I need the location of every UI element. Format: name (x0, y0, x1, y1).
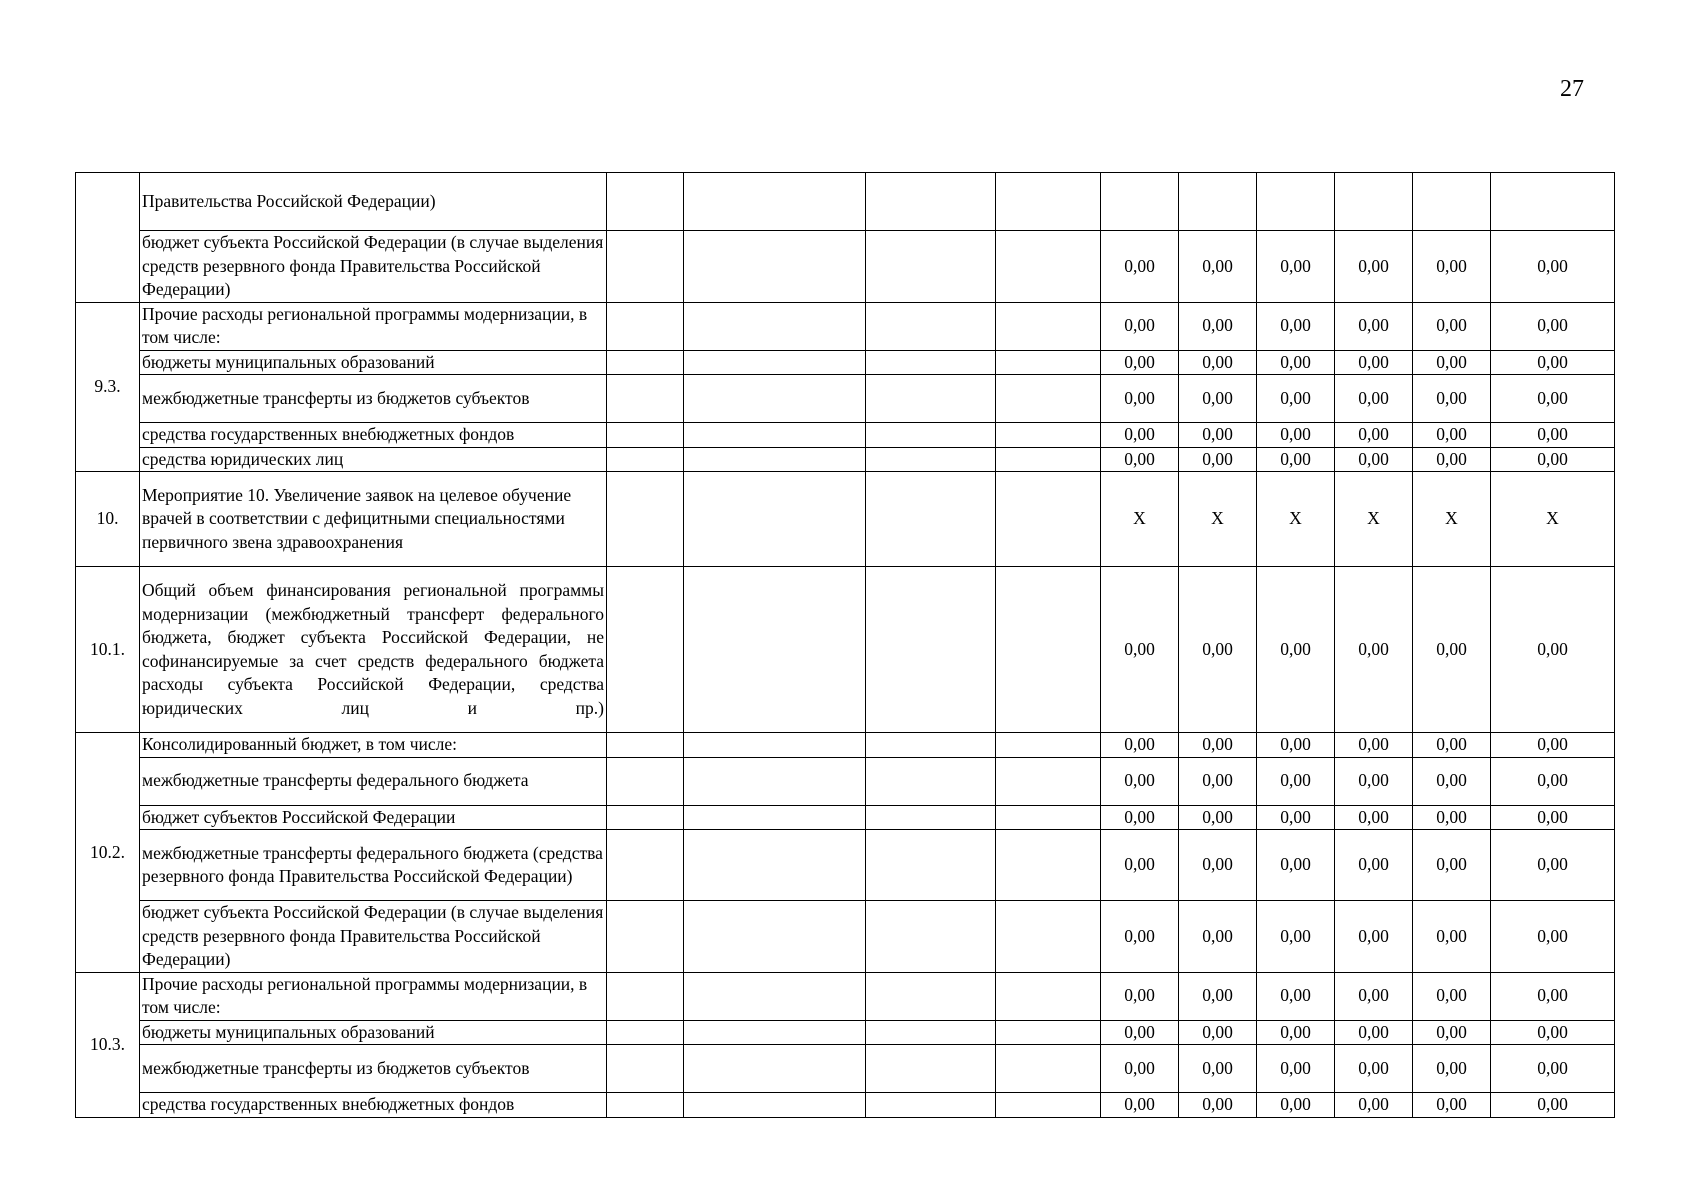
value-cell: 0,00 (1413, 350, 1491, 375)
table-row (76, 567, 1615, 733)
value-cell: 0,00 (1491, 423, 1615, 448)
empty-cell (607, 1045, 684, 1093)
empty-cell (684, 805, 866, 830)
value-cell: 0,00 (1257, 1045, 1335, 1093)
value-cell: 0,00 (1179, 1045, 1257, 1093)
value-cell: X (1413, 472, 1491, 567)
value-cell: 0,00 (1101, 375, 1179, 423)
value-cell: 0,00 (1179, 375, 1257, 423)
empty-cell (996, 350, 1101, 375)
value-cell: X (1179, 472, 1257, 567)
value-cell: 0,00 (1413, 447, 1491, 472)
value-cell: 0,00 (1179, 1093, 1257, 1118)
empty-cell (607, 733, 684, 758)
empty-cell (684, 231, 866, 303)
value-cell: 0,00 (1257, 733, 1335, 758)
value-cell (1179, 173, 1257, 231)
empty-cell (866, 1045, 996, 1093)
row-number-cell: 10.3. (76, 972, 140, 1117)
table-row (76, 1020, 1615, 1045)
empty-cell (866, 1093, 996, 1118)
value-cell: 0,00 (1101, 757, 1179, 805)
empty-cell (996, 1020, 1101, 1045)
value-cell: 0,00 (1413, 231, 1491, 303)
value-cell: 0,00 (1179, 733, 1257, 758)
value-cell: 0,00 (1179, 423, 1257, 448)
value-cell: 0,00 (1179, 231, 1257, 303)
value-cell: 0,00 (1101, 1020, 1179, 1045)
value-cell: 0,00 (1335, 830, 1413, 901)
value-cell: 0,00 (1413, 375, 1491, 423)
value-cell: 0,00 (1101, 350, 1179, 375)
value-cell: 0,00 (1413, 901, 1491, 973)
empty-cell (866, 830, 996, 901)
value-cell: 0,00 (1335, 447, 1413, 472)
value-cell: 0,00 (1335, 733, 1413, 758)
row-description-cell: Прочие расходы региональной программы модернизации, в том числе: (140, 302, 607, 350)
value-cell: 0,00 (1413, 1093, 1491, 1118)
value-cell: 0,00 (1257, 302, 1335, 350)
empty-cell (996, 757, 1101, 805)
value-cell: 0,00 (1413, 423, 1491, 448)
value-cell: 0,00 (1257, 1093, 1335, 1118)
table-row (76, 805, 1615, 830)
empty-cell (866, 1020, 996, 1045)
value-cell: 0,00 (1257, 830, 1335, 901)
empty-cell (607, 231, 684, 303)
value-cell: 0,00 (1101, 733, 1179, 758)
empty-cell (996, 447, 1101, 472)
empty-cell (684, 173, 866, 231)
table-row (76, 901, 1615, 973)
empty-cell (996, 173, 1101, 231)
value-cell: 0,00 (1335, 1020, 1413, 1045)
value-cell: 0,00 (1257, 757, 1335, 805)
value-cell: 0,00 (1413, 972, 1491, 1020)
empty-cell (684, 757, 866, 805)
value-cell: 0,00 (1491, 302, 1615, 350)
row-description-cell: межбюджетные трансферты из бюджетов субъектов (140, 375, 607, 423)
value-cell: 0,00 (1101, 1045, 1179, 1093)
value-cell: 0,00 (1101, 901, 1179, 973)
value-cell: 0,00 (1179, 901, 1257, 973)
table-row (76, 733, 1615, 758)
empty-cell (684, 1093, 866, 1118)
value-cell: 0,00 (1491, 1045, 1615, 1093)
value-cell: 0,00 (1101, 1093, 1179, 1118)
empty-cell (866, 972, 996, 1020)
empty-cell (684, 423, 866, 448)
value-cell: 0,00 (1179, 1020, 1257, 1045)
value-cell: 0,00 (1101, 805, 1179, 830)
table-row (76, 302, 1615, 350)
empty-cell (866, 567, 996, 733)
value-cell: 0,00 (1101, 231, 1179, 303)
value-cell: 0,00 (1257, 805, 1335, 830)
value-cell: 0,00 (1101, 302, 1179, 350)
value-cell: 0,00 (1257, 423, 1335, 448)
value-cell: 0,00 (1101, 830, 1179, 901)
row-description-cell: Правительства Российской Федерации) (140, 173, 607, 231)
value-cell: 0,00 (1257, 231, 1335, 303)
empty-cell (866, 472, 996, 567)
value-cell: X (1335, 472, 1413, 567)
empty-cell (866, 231, 996, 303)
value-cell: 0,00 (1413, 830, 1491, 901)
empty-cell (684, 472, 866, 567)
table-row (76, 757, 1615, 805)
value-cell: 0,00 (1101, 567, 1179, 733)
table-row (76, 231, 1615, 303)
row-number-cell: 9.3. (76, 302, 140, 472)
row-description-cell: бюджет субъекта Российской Федерации (в случае выделения средств резервного фонда Правительства Российской Федерации) (140, 231, 607, 303)
empty-cell (996, 805, 1101, 830)
row-description-cell: Мероприятие 10. Увеличение заявок на целевое обучение врачей в соответствии с дефицитными специальностями первичного звена здравоохранения (140, 472, 607, 567)
empty-cell (866, 423, 996, 448)
value-cell: 0,00 (1413, 567, 1491, 733)
empty-cell (684, 1020, 866, 1045)
value-cell: 0,00 (1335, 302, 1413, 350)
empty-cell (607, 447, 684, 472)
financing-table (75, 172, 1615, 1118)
empty-cell (866, 901, 996, 973)
empty-cell (996, 472, 1101, 567)
empty-cell (684, 972, 866, 1020)
empty-cell (607, 423, 684, 448)
empty-cell (996, 375, 1101, 423)
value-cell: 0,00 (1413, 805, 1491, 830)
table-row (76, 173, 1615, 231)
value-cell: 0,00 (1491, 1020, 1615, 1045)
value-cell: 0,00 (1491, 231, 1615, 303)
value-cell: 0,00 (1179, 567, 1257, 733)
value-cell: 0,00 (1179, 830, 1257, 901)
value-cell: 0,00 (1491, 447, 1615, 472)
empty-cell (684, 302, 866, 350)
empty-cell (607, 830, 684, 901)
empty-cell (996, 733, 1101, 758)
empty-cell (996, 567, 1101, 733)
value-cell: 0,00 (1491, 733, 1615, 758)
empty-cell (866, 733, 996, 758)
value-cell: 0,00 (1335, 805, 1413, 830)
value-cell: 0,00 (1335, 1093, 1413, 1118)
table-row (76, 972, 1615, 1020)
value-cell: 0,00 (1491, 972, 1615, 1020)
page-number: 27 (1560, 76, 1584, 102)
value-cell: 0,00 (1179, 972, 1257, 1020)
value-cell: X (1491, 472, 1615, 567)
empty-cell (684, 375, 866, 423)
row-description-cell: бюджеты муниципальных образований (140, 1020, 607, 1045)
table-row (76, 423, 1615, 448)
value-cell (1491, 173, 1615, 231)
empty-cell (866, 302, 996, 350)
row-description-cell: межбюджетные трансферты из бюджетов субъектов (140, 1045, 607, 1093)
value-cell: X (1101, 472, 1179, 567)
row-description-cell: Прочие расходы региональной программы модернизации, в том числе: (140, 972, 607, 1020)
value-cell: 0,00 (1491, 757, 1615, 805)
value-cell: 0,00 (1413, 1045, 1491, 1093)
table-row (76, 375, 1615, 423)
row-description-cell: бюджет субъектов Российской Федерации (140, 805, 607, 830)
value-cell: 0,00 (1335, 972, 1413, 1020)
empty-cell (866, 447, 996, 472)
value-cell: 0,00 (1335, 231, 1413, 303)
value-cell (1101, 173, 1179, 231)
empty-cell (866, 375, 996, 423)
value-cell: 0,00 (1257, 1020, 1335, 1045)
table-row (76, 1093, 1615, 1118)
value-cell: 0,00 (1491, 350, 1615, 375)
table-row (76, 447, 1615, 472)
value-cell: 0,00 (1257, 567, 1335, 733)
empty-cell (996, 423, 1101, 448)
empty-cell (607, 375, 684, 423)
row-description-cell: бюджет субъекта Российской Федерации (в случае выделения средств резервного фонда Правительства Российской Федерации) (140, 901, 607, 973)
empty-cell (607, 350, 684, 375)
value-cell: 0,00 (1413, 302, 1491, 350)
empty-cell (607, 1093, 684, 1118)
empty-cell (607, 472, 684, 567)
row-description-cell: средства государственных внебюджетных фондов (140, 1093, 607, 1118)
empty-cell (996, 830, 1101, 901)
value-cell: 0,00 (1491, 805, 1615, 830)
value-cell: 0,00 (1101, 972, 1179, 1020)
row-number-cell: 10.1. (76, 567, 140, 733)
row-number-cell: 10.2. (76, 733, 140, 973)
empty-cell (684, 1045, 866, 1093)
empty-cell (607, 972, 684, 1020)
value-cell: X (1257, 472, 1335, 567)
empty-cell (866, 350, 996, 375)
value-cell: 0,00 (1101, 447, 1179, 472)
empty-cell (866, 173, 996, 231)
value-cell: 0,00 (1257, 901, 1335, 973)
row-description-cell: Консолидированный бюджет, в том числе: (140, 733, 607, 758)
value-cell: 0,00 (1491, 830, 1615, 901)
row-description-cell: средства юридических лиц (140, 447, 607, 472)
empty-cell (607, 901, 684, 973)
empty-cell (684, 830, 866, 901)
value-cell: 0,00 (1335, 567, 1413, 733)
value-cell: 0,00 (1101, 423, 1179, 448)
value-cell: 0,00 (1257, 972, 1335, 1020)
row-description-cell: межбюджетные трансферты федерального бюджета (140, 757, 607, 805)
value-cell: 0,00 (1335, 901, 1413, 973)
value-cell: 0,00 (1257, 350, 1335, 375)
empty-cell (607, 173, 684, 231)
value-cell (1257, 173, 1335, 231)
value-cell: 0,00 (1335, 1045, 1413, 1093)
row-description-cell: средства государственных внебюджетных фондов (140, 423, 607, 448)
value-cell: 0,00 (1257, 447, 1335, 472)
empty-cell (996, 901, 1101, 973)
empty-cell (684, 901, 866, 973)
table-row (76, 350, 1615, 375)
value-cell: 0,00 (1335, 423, 1413, 448)
empty-cell (996, 972, 1101, 1020)
value-cell: 0,00 (1491, 567, 1615, 733)
empty-cell (996, 231, 1101, 303)
empty-cell (607, 1020, 684, 1045)
empty-cell (996, 1093, 1101, 1118)
row-description-cell: межбюджетные трансферты федерального бюджета (средства резервного фонда Правительства Российской Федерации) (140, 830, 607, 901)
empty-cell (607, 567, 684, 733)
row-description-cell: бюджеты муниципальных образований (140, 350, 607, 375)
value-cell (1413, 173, 1491, 231)
value-cell (1335, 173, 1413, 231)
empty-cell (684, 733, 866, 758)
row-number-cell (76, 173, 140, 303)
empty-cell (684, 567, 866, 733)
value-cell: 0,00 (1179, 302, 1257, 350)
value-cell: 0,00 (1179, 757, 1257, 805)
table-row (76, 830, 1615, 901)
empty-cell (684, 350, 866, 375)
row-description-cell: Общий объем финансирования региональной программы модернизации (межбюджетный трансферт федерального бюджета, бюджет субъекта Российской Федерации, не софинансируемые за счет средств федерального бюджета расходы субъекта Российской Федерации, средства юридических лиц и пр.) (140, 567, 607, 733)
value-cell: 0,00 (1491, 375, 1615, 423)
row-number-cell: 10. (76, 472, 140, 567)
empty-cell (996, 1045, 1101, 1093)
empty-cell (996, 302, 1101, 350)
value-cell: 0,00 (1491, 901, 1615, 973)
value-cell: 0,00 (1335, 350, 1413, 375)
value-cell: 0,00 (1257, 375, 1335, 423)
value-cell: 0,00 (1179, 447, 1257, 472)
value-cell: 0,00 (1179, 805, 1257, 830)
value-cell: 0,00 (1413, 757, 1491, 805)
empty-cell (607, 805, 684, 830)
value-cell: 0,00 (1491, 1093, 1615, 1118)
table-row (76, 472, 1615, 567)
value-cell: 0,00 (1413, 733, 1491, 758)
value-cell: 0,00 (1413, 1020, 1491, 1045)
empty-cell (607, 757, 684, 805)
empty-cell (684, 447, 866, 472)
empty-cell (866, 805, 996, 830)
empty-cell (866, 757, 996, 805)
value-cell: 0,00 (1335, 757, 1413, 805)
empty-cell (607, 302, 684, 350)
value-cell: 0,00 (1179, 350, 1257, 375)
table-row (76, 1045, 1615, 1093)
value-cell: 0,00 (1335, 375, 1413, 423)
